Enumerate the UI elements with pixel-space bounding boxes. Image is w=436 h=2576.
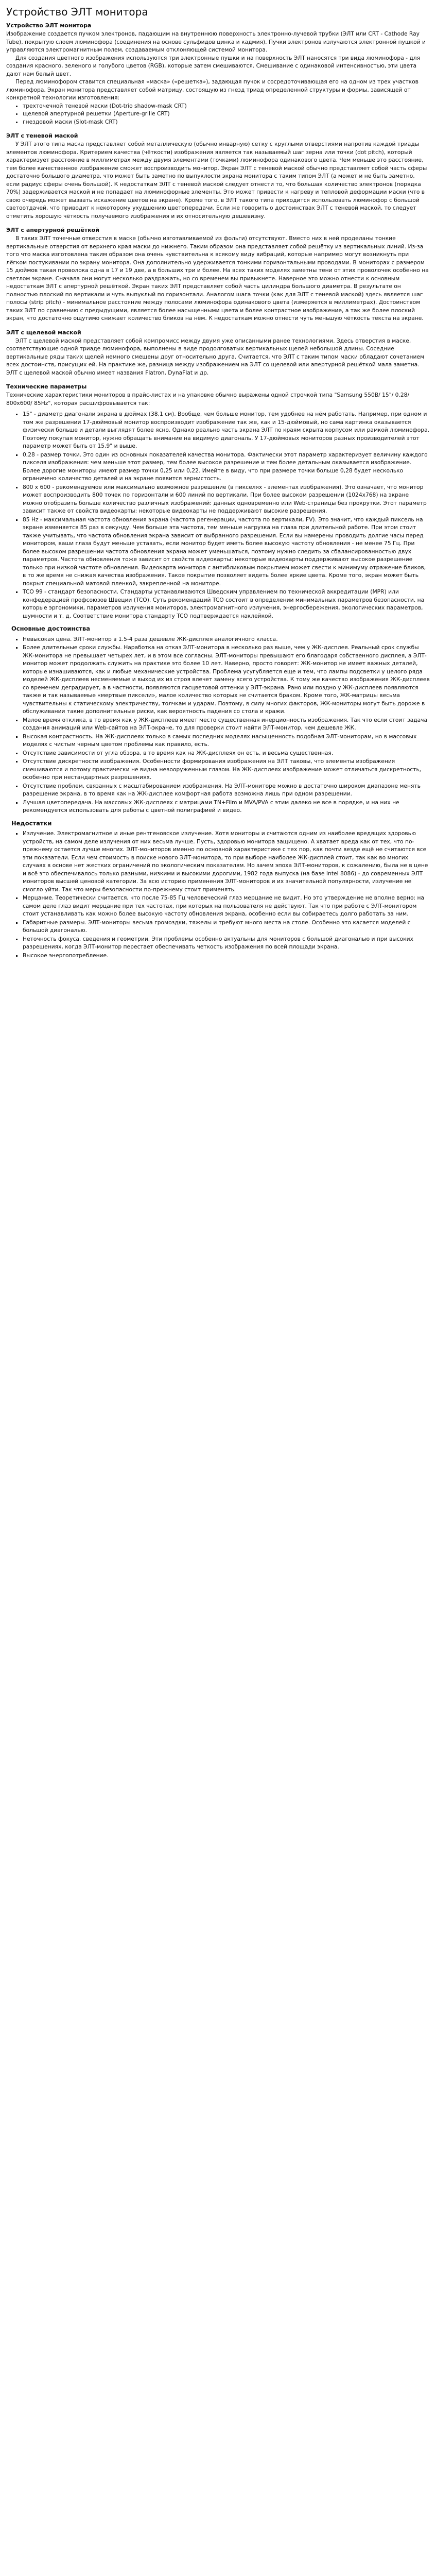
list-item: ▪ Отсутствие зависимости от угла обзора, в то время как на ЖК-дисплеях он есть, и весьма существенная. [23, 749, 430, 757]
section-heading-shadow-mask: ЭЛТ с теневой маской [6, 132, 78, 139]
list-item: ▪ Излучение. Электромагнитное и иные рентгеновское излучение. Хотя мониторы и считаются одним из наиболее вредящих здоровью устройств, на самом деле излучения от них весьма лучше. Пусть, здоровью монитора защищено. А хватает вреда как от тех, что по-прежнему остается лучше многих. ЭЛТ-мониторов именно по основной характеристике с тех пор, как почти везде ещё не считаются все эти показатели. Если чем стоимость в поиске нового ЭЛТ-монитора, то при выборе наиболее ЖК-дисплей стоит, так как во многих случаях в основе нет жестких ограничений по экологическим показателям. Но зачем эпоха ЭЛТ-мониторов, к сожалению, была не в цене и всё это обеспечивалось только разными, низкими и высокими дорогими, 1982 года выпуска (на базе Intel 8086) - до современных ЭЛТ мониторов высшей ценовой категории. За всю историю применения ЭЛТ-мониторов и их значительной популярности, излучение не смогло уйти. Так что меры безопасности по-прежнему стоит применять. [23, 829, 430, 893]
intro-paragraph: Перед люминофором ставится специальная «маска» («решетка»), задающая пучок и сосредоточивающая его на одном из трех участков люминофора. Экран монитора представляет собой матрицу, состоящую из гнезд триад определенной структуры и формы, зависящей от конкретной технологии изготовления: [6, 78, 418, 101]
list-item: ▪ 800 x 600 - рекомендуемое или максимально возможное разрешение (в пикселях - элементах изображения). Это означает, что монитор может воспроизводить 800 точек по горизонтали и 600 линий по вертикали. При более высоком разрешении (1024x768) на экране можно отобразить больше количество различных изображений: данных одновременно или Web-страницы без прокрутки. Этот параметр зависит также от свойств видеокарты: некоторые видеокарты не поддерживают высокие разрешения. [23, 483, 430, 515]
disadvantages-list [6, 829, 430, 959]
list-item: ▪ Малое время отклика, в то время как у ЖК-дисплеев имеет место существенная инерционность изображения. Так что если стоит задача создания анимаций или Web-сайтов на ЭЛТ-экране, то для проверки стоит найти ЭЛТ-монитор, чем дешевле ЖК. [23, 716, 430, 732]
list-item: ▪ 85 Hz - максимальная частота обновления экрана (частота регенерации, частота по вертикали, FV). Это значит, что каждый пиксель на экране изменяется 85 раз в секунду. Чем больше эта частота, тем меньше нагрузка на глаза при длительной работе. При этом стоит также учитывать, что частота обновления экрана зависит от выбранного разрешения. Если вы намерены проводить долгие часы перед монитором, ваши глаза будут меньше уставать, если монитор будет иметь более высокую частоту обновления - не менее 75 Гц. При более высоком разрешении частота обновления экрана может уменьшаться, поэтому нужно следить за сбалансированностью двух параметров. Частота обновления тоже зависит от свойств видеокарты: некоторые видеокарты поддерживают высокое разрешение только при низкой частоте обновления. Видеокарта монитора с антибликовым покрытием может свести к минимуму отражение бликов, в то же время не снижая качества изображения. Такое покрытие позволяет видеть более яркие цвета. Кроме того, экран может быть покрыт специальной матовой пленкой, закрепленной на мониторе. [23, 516, 430, 588]
list-item: ▪ Неточность фокуса, сведения и геометрии. Эти проблемы особенно актуальны для мониторов с большой диагональю и при высоких разрешениях, когда ЭЛТ-монитор перестает обеспечивать четкость изображения по всей площади экрана. [23, 935, 430, 951]
list-item: ▪ Высокая контрастность. На ЖК-дисплеях только в самых последних моделях насыщенность подобная ЭЛТ-мониторам, но в массовых моделях с чистым черным цветом проблемы как правило, есть. [23, 733, 430, 749]
section-heading-tech-params: Технические параметры [6, 383, 87, 390]
list-item: ▪ Более длительные сроки службы. Наработка на отказ ЭЛТ-монитора в несколько раз выше, чем у ЖК-дисплея. Реальный срок службы ЖК-монитора не превышает четырех лет, и в этом все согласны. ЭЛТ-мониторы превышают его благодаря собственного дисплея, а ЭЛТ-монитор может продолжать служить на практике это более 10 лет. Наверно, просто говорят: ЖК-монитор не имеет важных деталей, которые изнашиваются, как и любые механические устройства. Проблема усугубляется еще и тем, что лампы подсветки у целого ряда моделей ЖК-дисплеев несменяемые и выход их из строя влечет замену всего устройства. К тому же качество изображения ЖК-дисплеев со временем деградирует, а в частности, появляются гасцветовой оттенки у ЭЛТ-экрана. Рано или поздно у ЖК-дисплеев появляются также и так называемые «мертвые пиксели», малое количество которых не считается браком. Кроме того, ЖК-матрицы весьма чувствительны к статическому электричеству, толчкам и ударам. Поэтому, в силу многих факторов, ЖК-мониторы могут быть дороже в обслуживании такие дополнительные риски, как вероятность падения со стола и кражи. [23, 643, 430, 716]
list-item: ▪ Отсутствие дискретности изображения. Особенности формирования изображения на ЭЛТ таковы, что элементы изображения смешиваются и потому практически не видна невооруженным глазом. На ЖК-дисплеях изображение может отличаться дискретность, особенно при нестандартных разрешениях. [23, 757, 430, 782]
section-heading-advantages: Основные достоинства [11, 625, 90, 632]
intro-paragraph: Для создания цветного изображения используются три электронные пушки и на поверхность ЭЛТ наносятся три вида люминофора - для создания красного, зеленого и голубого цветов (RGB), которые затем смешиваются. Смешивание с одинаковой интенсивностью, эти цвета дают нам белый цвет. [6, 54, 421, 77]
aperture-paragraph: В таких ЭЛТ точечные отверстия в маске (обычно изготавливаемой из фольги) отсутствуют. Вместо них в ней проделаны тонкие вертикальные отверстия от верхнего края маски до нижнего. Таким образом она представляет собой решётку из вертикальных линий. Из-за того что маска изготовлена таким образом она очень чувствительна к всякому виду вибраций, которые например могут возникнуть при лёгком постукивании по экрану монитора. Она дополнительно удерживается тонкими горизонтальными проводами. В мониторах с размером 15 дюймов такая проволока одна в 17 и 19 две, а в больших три и более. На всех таких моделях заметны тени от этих проволочек особенно на светлом экране. Сначала они могут несколько раздражать, но со временем вы привыкнете. Наверное это можно отнести к основным недостаткам ЭЛТ с апертурной решёткой. Экран таких ЭЛТ представляет собой часть цилиндра большого диаметра. В результате он полностью плоский по вертикали и чуть выпуклый по горизонтали. Аналогом шага точки (как для ЭЛТ с теневой маской) здесь является шаг полосы (strip pitch) - минимальное расстояние между полосами люминофора одинакового цвета (измеряется в миллиметрах). Достоинством таких ЭЛТ по сравнению с предыдущими, является более насыщенными цвета и более контрастное изображение, а так же более плоский экран, что достаточно ощутимо снижает количество бликов на нём. К недостаткам можно отнести чуть меньшую чёткость текста на экране. [6, 235, 429, 321]
shadow-paragraph: У ЭЛТ этого типа маска представляет собой металлическую (обычно инварную) сетку с круглыми отверстиями напротив каждой триады элементов люминофора. Критерием качества (чёткости) изображения является так называемый шаг зерна или точки (dot pitch), который характеризует расстояние в миллиметрах между двумя элементами (точками) люминофора одинакового цвета. Чем меньше это расстояние, тем более качественное изображение сможет воспроизводить монитор. Экран ЭЛТ с теневой маской обычно представляет собой часть сферы достаточно большого диаметра, что может быть заметно по выпуклости экрана монитора с таким типом ЭЛТ (а может и не быть заметно, если радиус сферы очень большой). К недостаткам ЭЛТ с теневой маской следует отнести то, что большая количество электронов (порядка 70%) задерживается маской и не попадает на люминофорные элементы. Это может привести к нагреву и тепловой деформации маски (что в свою очередь может вызвать искажение цветов на экране). Кроме того, в ЭЛТ такого типа приходится использовать люминофор с большой светоотдачей, что приводит к некоторому ухудшению цветопередачи. Если же говорить о достоинствах ЭЛТ с теневой маской, то следует отметить хорошую чёткость получаемого изображения и их относительную дешевизну. [6, 141, 427, 219]
page-title: Устройство ЭЛТ монитора [6, 6, 148, 18]
list-item: ▪ Отсутствие проблем, связанных с масштабированием изображения. На ЭЛТ-мониторе можно в достаточно широком диапазоне менять разрешение экрана, в то время как на ЖК-дисплее комфортная работа возможна лишь при одном разрешении. [23, 782, 430, 798]
section-heading-slot-mask: ЭЛТ с щелевой маской [6, 329, 81, 336]
intro-paragraph: Изображение создается пучком электронов, падающим на внутреннюю поверхность электронно-лучевой трубки (ЭЛТ или CRT - Cathode Ray Tube), покрытую слоем люминофора (соединения на основе сульфидов цинка и кадмия). Пучки электронов излучаются электронной пушкой и управляются электромагнитным полем, создаваемым отклоняющей системой монитора. [6, 30, 426, 53]
tech-params-list [6, 410, 430, 620]
section-heading-device: Устройство ЭЛТ монитора [6, 22, 92, 29]
list-item: • трехточечной теневой маски (Dot-trio shadow-mask CRT) [23, 102, 430, 110]
section-heading-disadvantages: Недостатки [11, 819, 52, 827]
list-item: ▪ Мерцание. Теоретически считается, что после 75-85 Гц человеческий глаз мерцание не видит. Но это утверждение не вполне верно: на самом деле глаз видит мерцание при тех частотах, при которых на пользователя не действуют. Так что при работе с ЭЛТ-монитором стоит устанавливать как можно более высокую частоту обновления экрана, особенно если вы собираетесь долго работать за ним. [23, 894, 430, 918]
list-item: ▪ Габаритные размеры. ЭЛТ-мониторы весьма громоздки, тяжелы и требуют много места на столе. Особенно это касается моделей с большой диагональю. [23, 919, 430, 935]
page-bottom-spacer [6, 960, 430, 1650]
list-item: ▪ 0,28 - размер точки. Это один из основных показателей качества монитора. Фактически этот параметр характеризует величину каждого пикселя изображения: чем меньше этот размер, тем более высокое разрешение и тем более детальным оказывается изображение. Более дорогие мониторы имеют размер точки 0,25 или 0,22. Имейте в виду, что при размере точки больше 0,28 будет несколько ограничено количество деталей и на экране появится зернистость. [23, 451, 430, 483]
list-item: ▪ Невысокая цена. ЭЛТ-монитор в 1.5-4 раза дешевле ЖК-дисплея аналогичного класса. [23, 635, 430, 643]
slot-paragraph: ЭЛТ с щелевой маской представляет собой компромисс между двумя уже описанными ранее технологиями. Здесь отверстия в маске, соответствующие одной триаде люминофора, выполнены в виде продолговатых вертикальных щелей небольшой длины. Соседние вертикальные ряды таких щелей немного смещены друг относительно друга. Считается, что ЭЛТ с таким типом маски обладают сочетанием всех достоинств, присущих ей. На практике же, разница между изображением на ЭЛТ со щелевой или апертурной решёткой мала заметна. ЭЛТ с щелевой маской обычно имеет названия Flatron, DynaFlat и др. [6, 337, 425, 376]
list-item: • гнездовой маски (Slot-mask CRT) [23, 118, 430, 126]
list-item: • щелевой апертурной решетки (Aperture-grille CRT) [23, 110, 430, 118]
mask-types-list [6, 102, 430, 126]
list-item: ▪ TCO 99 - стандарт безопасности. Стандарты устанавливаются Шведским управлением по технической аккредитации (MPR) или конфедерацией профсоюзов Швеции (TCO). Суть рекомендаций TCO состоит в определении минимальных параметров безопасности, на которые эргономики, параметров излучения мониторов, электромагнитного излучения, энергосбережения, экологических параметров, шумности и т. д. Соответствие монитора стандарту TCO подтверждается наклейкой. [23, 588, 430, 620]
list-item: ▪ Лучшая цветопередача. На массовых ЖК-дисплеях с матрицами TN+Film и MVA/PVA с этим далеко не все в порядке, и на них не рекомендуется использовать для работы с цветной полиграфией и видео. [23, 799, 430, 815]
section-heading-aperture: ЭЛТ с апертурной решёткой [6, 227, 99, 233]
tech-intro: Технические характеристики мониторов в прайс-листах и на упаковке обычно выражены одной строчкой типа "Samsung 550B/ 15"/ 0.28/ 800x600/ 85Hz", которая расшифровывается так: [6, 392, 410, 406]
list-item: ▪ Высокое энергопотребление. [23, 952, 430, 960]
advantages-list [6, 635, 430, 815]
list-item: ▪ 15" - диаметр диагонали экрана в дюймах (38,1 см). Вообще, чем больше монитор, тем удобнее на нём работать. Например, при одном и том же разрешении 17-дюймовый монитор воспроизводит изображение так же, как и 15-дюймовый, но сама картинка оказывается физически больше и детали выглядят более ясно. Однако реально часть экрана ЭЛТ по краям скрыта корпусом или рамкой люминофора. Поэтому покупая монитор, нужно обращать внимание на видимую диагональ. У 17-дюймовых мониторов разных производителей этот параметр может быть от 15,9" и выше. [23, 410, 430, 450]
